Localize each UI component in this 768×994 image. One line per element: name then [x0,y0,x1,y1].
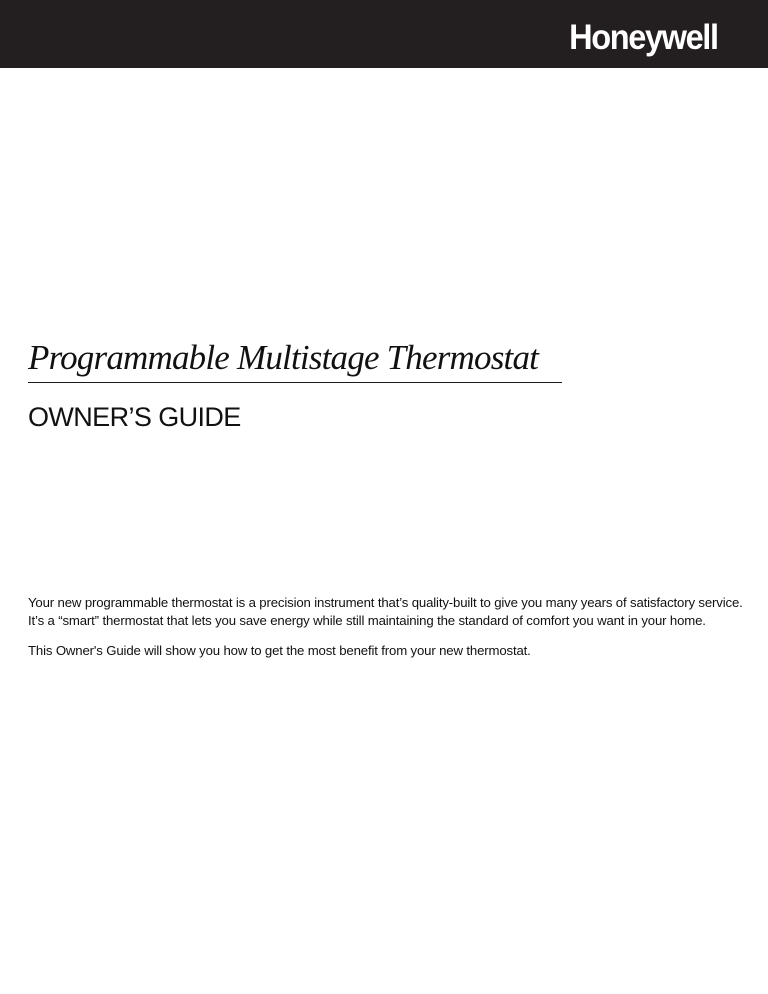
document-title: Programmable Multistage Thermostat [28,338,562,383]
intro-text [28,594,744,672]
title-block [28,338,562,383]
intro-paragraph-1: Your new programmable thermostat is a precision instrument that’s quality-built to give you many years of satisfactory service. It’s a “smart” thermostat that lets you save energy while still maintaining the standard of comfort you want in your home. [28,595,743,628]
intro-paragraph-2: This Owner's Guide will show you how to get the most benefit from your new thermostat. [28,643,531,658]
document-subtitle: OWNER’S GUIDE [28,402,241,432]
honeywell-logo: Honeywell [569,18,718,57]
header-bar [0,0,768,68]
